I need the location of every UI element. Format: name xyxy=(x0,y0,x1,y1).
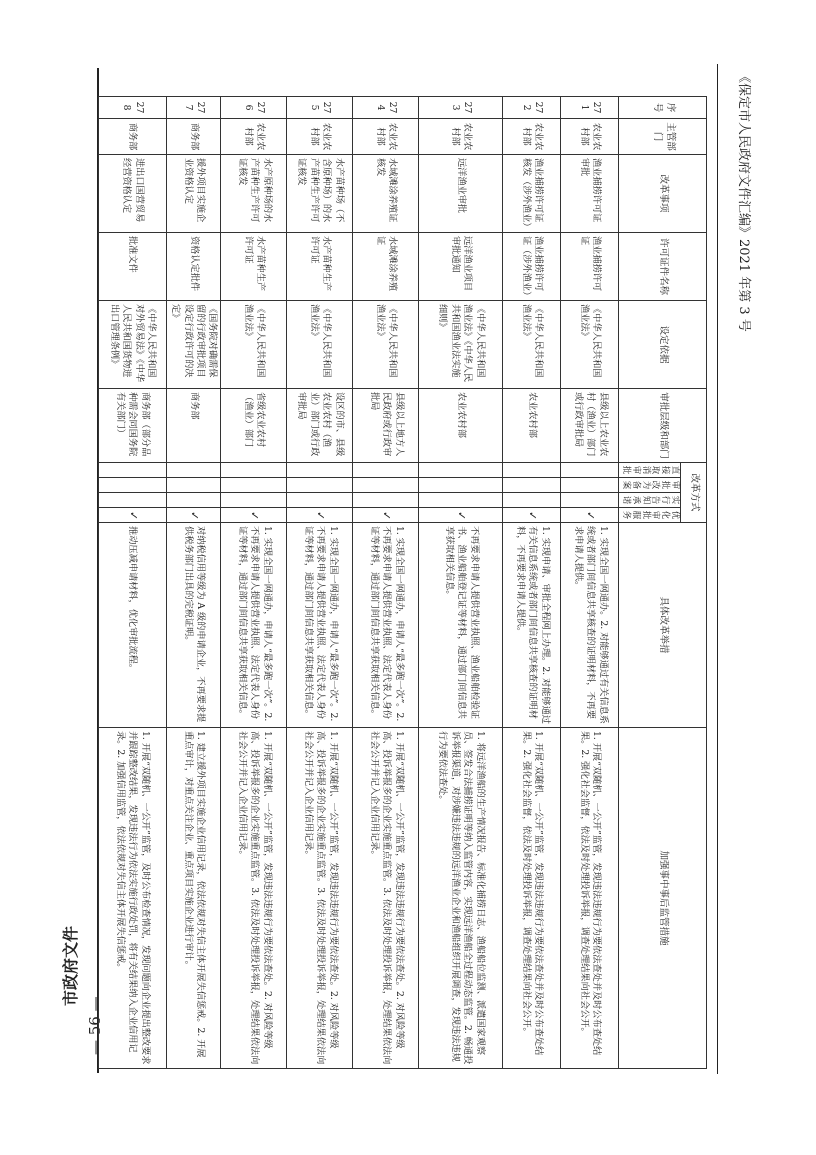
header-item: 改革事项 xyxy=(619,155,707,233)
check-mark-icon: ✓ xyxy=(287,508,353,523)
row-supervision: 1. 开展“双随机、一公开”监管，及时公布检查情况，发现问题向企业提出整改要求并跟踪整改结果，发现违法行为依法实施行政处罚，将有关结果纳入企业信用记录。2. 加强信用监管，依法依规对失信主体开展失信惩戒。 xyxy=(98,728,166,1069)
reform-table xyxy=(98,96,707,1069)
row-measures: 1. 实现全国一网通办，申请人“最多跑一次”。2. 不再要求申请人提供营业执照、法定代表人身份证等材料，通过部门间信息共享获取相关信息。 xyxy=(353,523,419,728)
row-mode-commit xyxy=(503,493,561,508)
row-mode-cancel xyxy=(287,463,353,478)
row-mode-record xyxy=(98,478,166,493)
row-item: 渔业捕捞许可证核发（涉外渔业） xyxy=(503,155,561,233)
row-seq: 273 xyxy=(419,97,503,119)
row-mode-record xyxy=(503,478,561,493)
row-measures: 1. 实现全国一网通办。2. 对能够通过有关信息系统或者部门间信息共享核查的证明材料，不再要求申请人提供。 xyxy=(561,523,619,728)
row-measures: 1. 实现全国一网通办，申请人“最多跑一次”。2. 不再要求申请人提供营业执照、法定代表人身份证等材料，通过部门间信息共享获取相关信息。 xyxy=(221,523,287,728)
row-supervision: 1. 开展“双随机、一公开”监管，发现违法违规行为要依法查处并及时公布查处结果。2. 强化社会监督，依法及时处理投诉举报，调查处理结果向社会公开。 xyxy=(503,728,561,1069)
row-mode-cancel xyxy=(503,463,561,478)
row-item: 水产原种场的水产苗种生产许可证核发 xyxy=(221,155,287,233)
row-seq: 278 xyxy=(98,97,166,119)
row-supervision: 1. 开展“双随机、一公开”监管，发现违法违规行为要依法查处。2. 对风险等级高、投诉举报多的企业实施重点监管。3. 依法及时处理投诉举报，处理结果依法向社会公开并记入企业信用记录。 xyxy=(221,728,287,1069)
table-row xyxy=(419,97,503,1069)
table-row xyxy=(353,97,419,1069)
check-mark-icon: ✓ xyxy=(561,508,619,523)
row-seq: 277 xyxy=(166,97,221,119)
row-item: 进出口国营贸易经营资格认定 xyxy=(98,155,166,233)
row-mode-record xyxy=(561,478,619,493)
row-seq: 276 xyxy=(221,97,287,119)
row-license: 远洋渔业项目审批通知 xyxy=(419,233,503,301)
row-item: 远洋渔业审批 xyxy=(419,155,503,233)
row-supervision: 1. 开展“双随机、一公开”监管，发现违法违规行为要依法查处。2. 对风险等级高、投诉举报多的企业实施重点监管。3. 依法及时处理投诉举报，处理结果依法向社会公开并记入企业信用记录。 xyxy=(353,728,419,1069)
row-license: 渔业捕捞许可证 xyxy=(561,233,619,301)
row-supervision: 1. 建立援外项目实施企业信用记录，依法依规对失信主体开展失信惩戒。2. 开展重点审计，对重点关注企业、重点项目实施企业进行审计。 xyxy=(166,728,221,1069)
row-level: 县级以上地方人民政府或行政审批局 xyxy=(353,389,419,463)
row-seq: 272 xyxy=(503,97,561,119)
header-dept: 主管部门 xyxy=(619,119,707,155)
row-level: 设区的市、县级农业农村（渔业）部门或行政审批局 xyxy=(287,389,353,463)
row-dept: 农业农村部 xyxy=(353,119,419,155)
row-supervision: 1. 开展“双随机、一公开”监管，发现违法违规行为要依法查处并及时公布查处结果。2. 强化社会监督，依法及时处理投诉举报，调查处理结果向社会公开。 xyxy=(561,728,619,1069)
document-source-header: 市政府文件 xyxy=(61,925,80,1006)
header-mode: 改革方式 xyxy=(681,463,707,523)
row-measures: 对纳税信用等级为 A 级的申请企业，不再要求提供税务部门出具的完税证明。 xyxy=(166,523,221,728)
row-mode-cancel xyxy=(419,463,503,478)
check-mark-icon: ✓ xyxy=(353,508,419,523)
row-seq: 274 xyxy=(353,97,419,119)
row-license: 批准文件 xyxy=(98,233,166,301)
row-mode-cancel xyxy=(561,463,619,478)
row-mode-record xyxy=(419,478,503,493)
row-item: 水域滩涂养殖证核发 xyxy=(353,155,419,233)
row-mode-commit xyxy=(221,493,287,508)
row-license: 水产苗种生产许可证 xyxy=(221,233,287,301)
table-row xyxy=(98,97,166,1069)
header-seq: 序号 xyxy=(619,97,707,119)
check-mark-icon: ✓ xyxy=(419,508,503,523)
table-row xyxy=(166,97,221,1069)
row-measures: 推动压减申请材料，优化审批流程。 xyxy=(98,523,166,728)
row-dept: 农业农村部 xyxy=(221,119,287,155)
header-mode-cancel: 直接取消审批 xyxy=(619,463,681,478)
page-number: — 56 — xyxy=(86,996,104,1055)
header-supervision: 加强事中事后监管措施 xyxy=(619,728,707,1069)
row-mode-commit xyxy=(419,493,503,508)
row-mode-cancel xyxy=(166,463,221,478)
row-level: 省级农业农村（渔业）部门 xyxy=(221,389,287,463)
row-license: 渔业捕捞许可证（涉外渔业） xyxy=(503,233,561,301)
row-mode-commit xyxy=(98,493,166,508)
row-basis: 《中华人民共和国渔业法》 xyxy=(503,301,561,389)
table-row xyxy=(503,97,561,1069)
header-mode-optimize: 优化审批服务 xyxy=(619,508,681,523)
table-row xyxy=(221,97,287,1069)
reform-table-wrapper xyxy=(107,96,707,1068)
row-basis: 《中华人民共和国渔业法》 xyxy=(221,301,287,389)
row-item: 水产苗种场（不含原种场）的水产苗种生产许可证核发 xyxy=(287,155,353,233)
row-measures: 1. 实现全国一网通办，申请人“最多跑一次”。2. 不再要求申请人提供营业执照、法定代表人身份证等材料，通过部门间信息共享获取相关信息。 xyxy=(287,523,353,728)
row-basis: 《中华人民共和国渔业法》 xyxy=(353,301,419,389)
row-level: 县级以上农业农村（渔业）部门或行政审批局 xyxy=(561,389,619,463)
row-basis: 《中华人民共和国对外贸易法》《中华人民共和国货物进出口管理条例》 xyxy=(98,301,166,389)
row-level: 商务部（部分品种需会同国务院有关部门） xyxy=(98,389,166,463)
row-license: 水域滩涂养殖证 xyxy=(353,233,419,301)
row-supervision: 1. 将远洋渔船的生产情况报告、标准化捕捞日志、渔船船位监测、派遣国家观察员、签发合法捕捞证明等纳入监管内容，实现远洋渔船全过程动态监管。2. 畅通投诉举报渠道，对涉嫌违法违规的远洋渔业企业和渔船组织开展调查，发现违法违规行为要依法查处。 xyxy=(419,728,503,1069)
header-mode-record: 审批改为备案 xyxy=(619,478,681,493)
row-seq: 271 xyxy=(561,97,619,119)
header-mode-commit: 实行告知承诺 xyxy=(619,493,681,508)
table-row xyxy=(561,97,619,1069)
row-basis: 《中华人民共和国渔业法》 xyxy=(561,301,619,389)
row-basis: 《中华人民共和国渔业法》 xyxy=(287,301,353,389)
row-license: 水产苗种生产许可证 xyxy=(287,233,353,301)
row-measures: 不再要求申请人提供营业执照、渔业船舶检验证书、渔业船舶登记证等材料，通过部门间信息共享获取相关信息。 xyxy=(419,523,503,728)
row-dept: 农业农村部 xyxy=(561,119,619,155)
row-level: 农业农村部 xyxy=(503,389,561,463)
row-dept: 农业农村部 xyxy=(287,119,353,155)
header-license: 许可证件名称 xyxy=(619,233,707,301)
row-measures: 1. 实现申请、审批全程网上办理。2. 对能够通过有关信息系统或者部门间信息共享核查的证明材料，不再要求申请人提供。 xyxy=(503,523,561,728)
check-mark-icon: ✓ xyxy=(221,508,287,523)
row-mode-cancel xyxy=(353,463,419,478)
header-level: 审批层级和部门 xyxy=(619,389,707,463)
header-basis: 设定依据 xyxy=(619,301,707,389)
row-basis: 《中华人民共和国渔业法》《中华人民共和国渔业法实施细则》 xyxy=(419,301,503,389)
check-mark-icon: ✓ xyxy=(98,508,166,523)
header-measures: 具体改革举措 xyxy=(619,523,707,728)
check-mark-icon: ✓ xyxy=(166,508,221,523)
row-basis: 《国务院对确需保留的行政审批项目设定行政许可的决定》 xyxy=(166,301,221,389)
check-mark-icon: ✓ xyxy=(503,508,561,523)
row-level: 商务部 xyxy=(166,389,221,463)
row-license: 资格认定批件 xyxy=(166,233,221,301)
row-mode-cancel xyxy=(221,463,287,478)
row-mode-commit xyxy=(561,493,619,508)
row-dept: 商务部 xyxy=(98,119,166,155)
row-mode-record xyxy=(287,478,353,493)
row-seq: 275 xyxy=(287,97,353,119)
row-mode-commit xyxy=(166,493,221,508)
row-item: 援外项目实施企业资格认定 xyxy=(166,155,221,233)
row-item: 渔业捕捞许可证审批 xyxy=(561,155,619,233)
row-mode-record xyxy=(221,478,287,493)
journal-header: 《保定市人民政府文件汇编》2021 年第 3 号 xyxy=(736,70,751,332)
row-mode-cancel xyxy=(98,463,166,478)
table-row xyxy=(287,97,353,1069)
row-mode-commit xyxy=(353,493,419,508)
row-dept: 农业农村部 xyxy=(503,119,561,155)
row-dept: 农业农村部 xyxy=(419,119,503,155)
row-mode-commit xyxy=(287,493,353,508)
row-dept: 商务部 xyxy=(166,119,221,155)
row-mode-record xyxy=(353,478,419,493)
row-supervision: 1. 开展“双随机、一公开”监管，发现违法违规行为要依法查处。2. 对风险等级高、投诉举报多的企业实施重点监管。3. 依法及时处理投诉举报，处理结果依法向社会公开并记入企业信用记录。 xyxy=(287,728,353,1069)
right-margin-rule xyxy=(717,64,718,1074)
row-mode-record xyxy=(166,478,221,493)
row-level: 农业农村部 xyxy=(419,389,503,463)
